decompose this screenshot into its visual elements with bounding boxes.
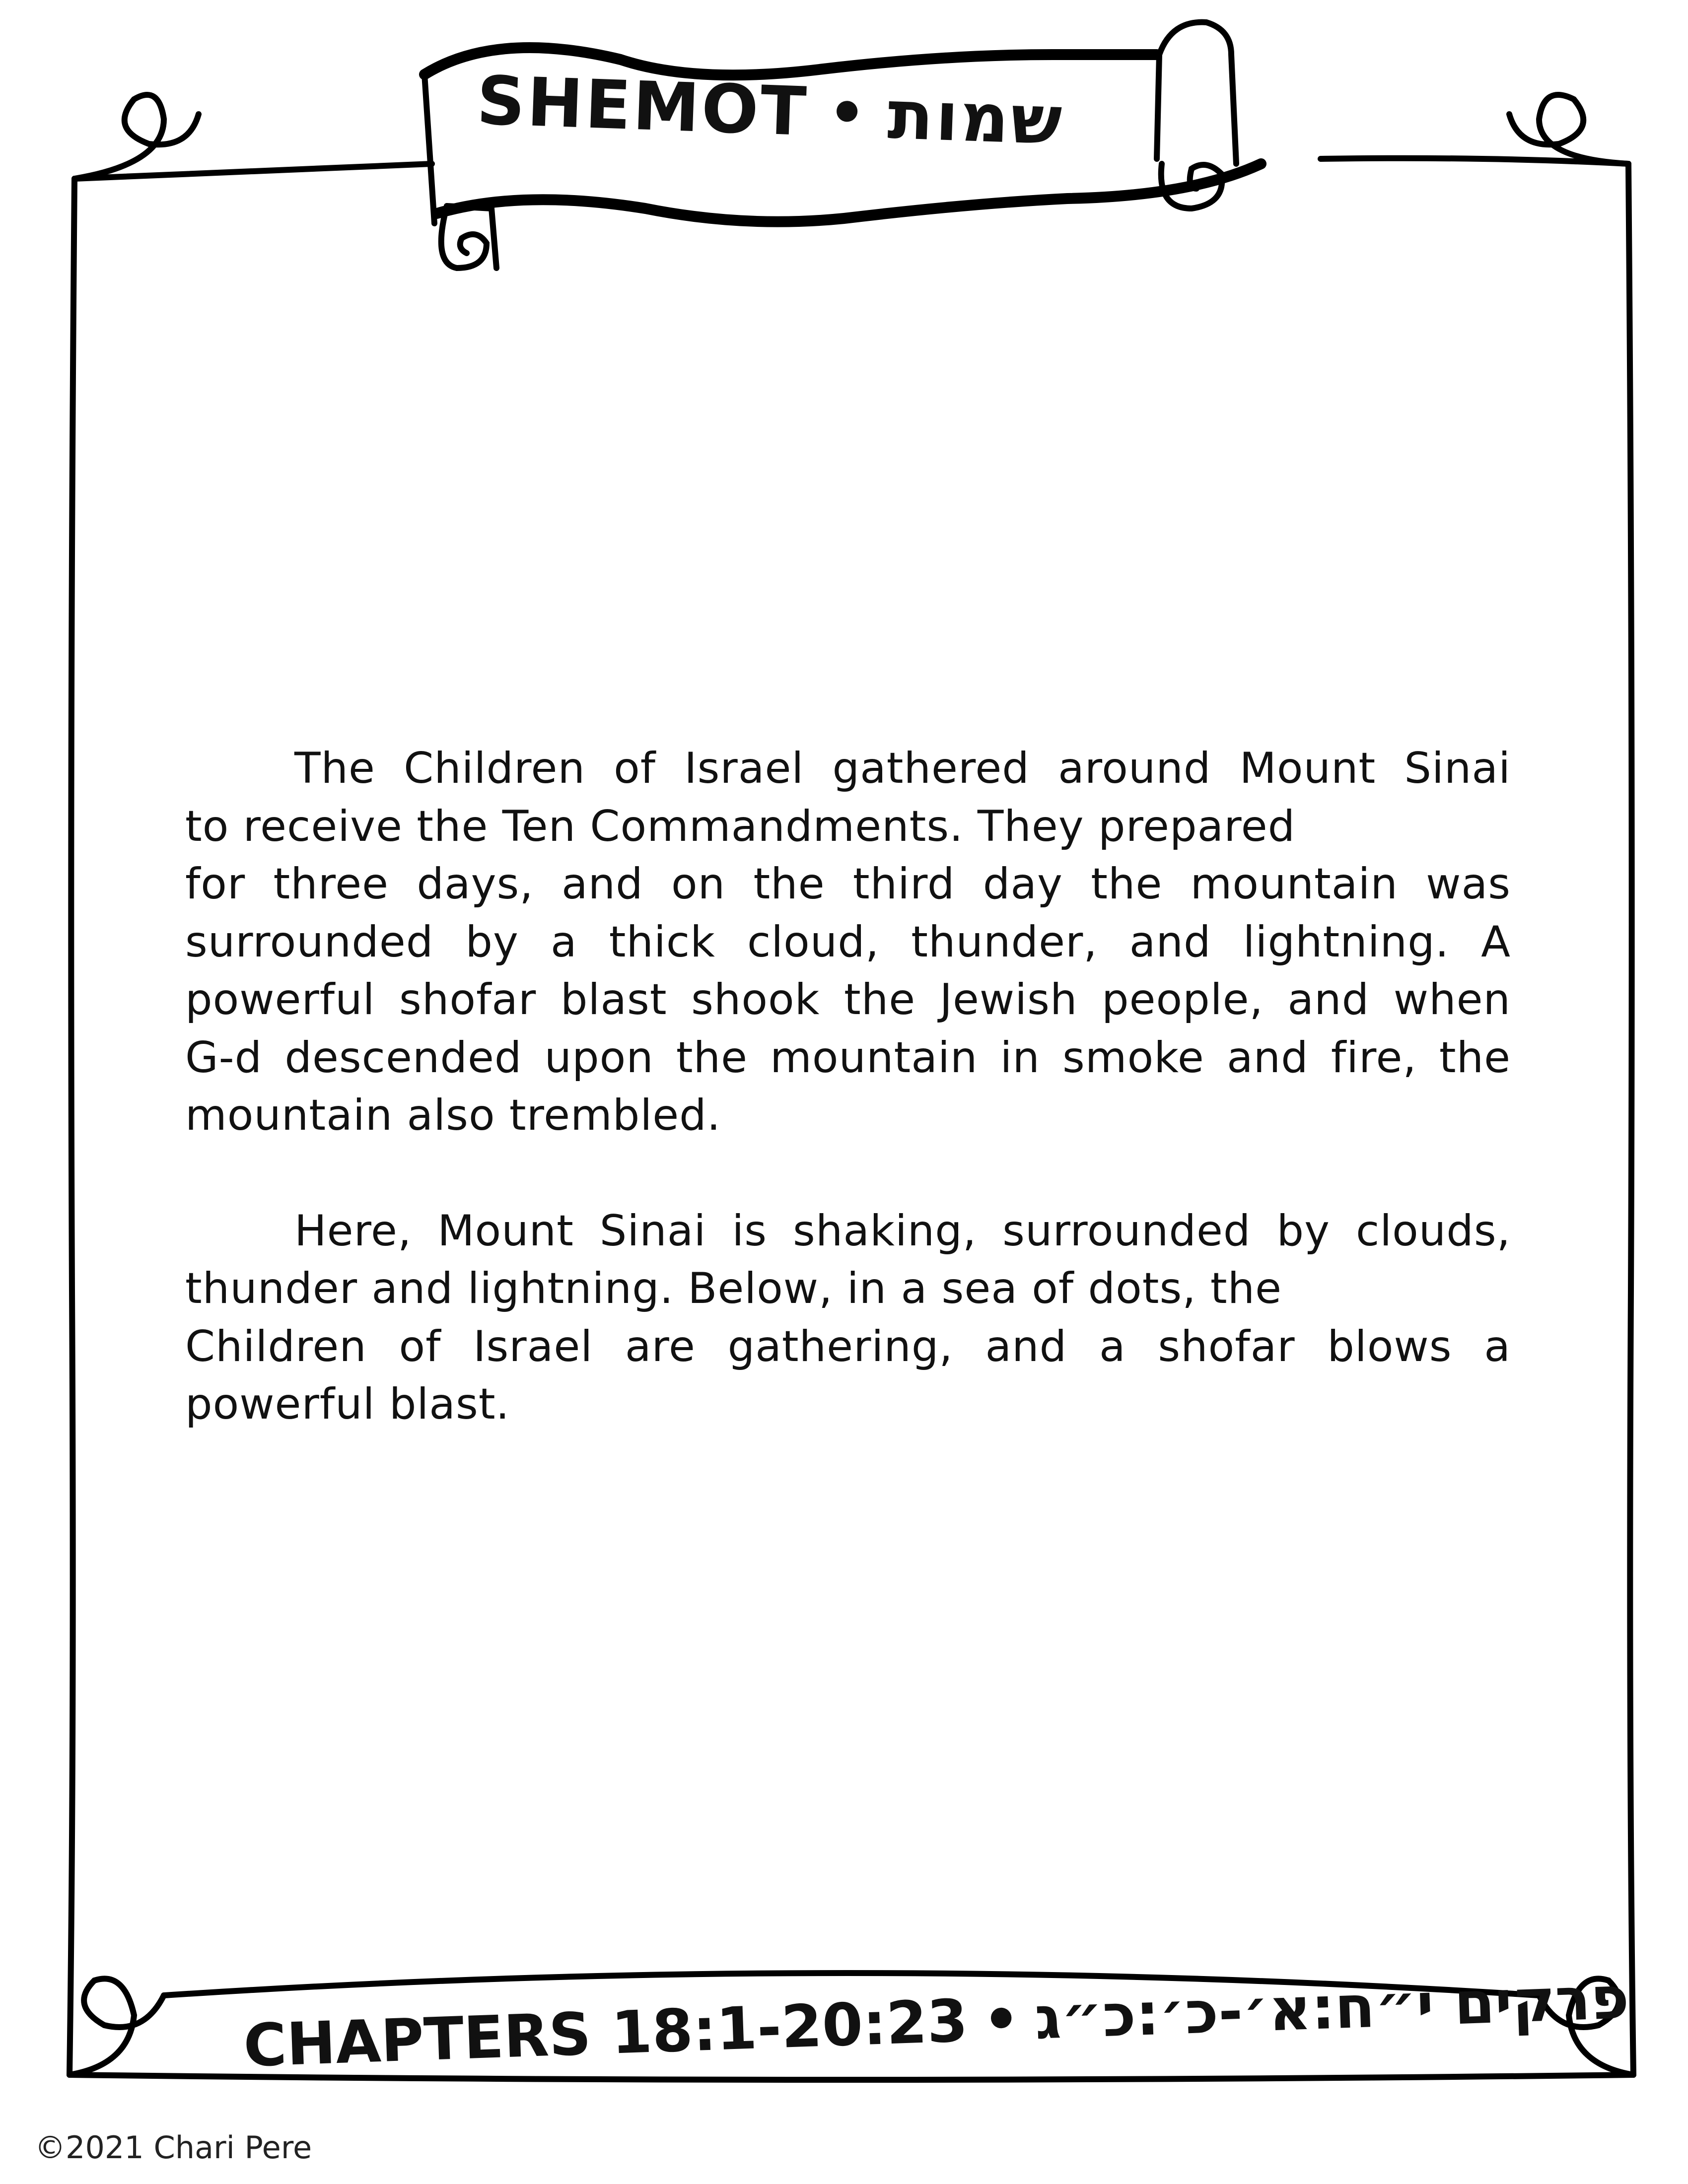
text-line: powerful shofar blast shook the Jewish people, and when [185,975,1511,1024]
title-hebrew: שמות [886,75,1065,160]
description-text [185,740,1511,1433]
text-line: Here, Mount Sinai is shaking, surrounded by clouds, [294,1206,1511,1256]
text-line: powerful blast. [185,1379,510,1429]
title-english: SHEMOT [475,61,810,151]
text-line: to receive the Ten Commandments. They prepared [185,801,1296,851]
copyright: ©2021 Chari Pere [35,2129,312,2166]
title-separator: • [827,78,869,149]
text-line: Children of Israel are gathering, and a shofar blows a [185,1321,1511,1371]
text-line: surrounded by a thick cloud, thunder, and lightning. A [185,917,1511,967]
text-line: for three days, and on the third day the mountain was [185,859,1511,909]
chapters-hebrew: פרקים י״ח:א׳-כ׳:כ״ג [1034,1963,1630,2052]
chapters-separator: • [981,1984,1021,2054]
text-line: mountain also trembled. [185,1091,721,1140]
text-line: thunder and lightning. Below, in a sea of dots, the [185,1264,1282,1313]
text-line: The Children of Israel gathered around Mount Sinai [294,744,1511,793]
chapters-english: CHAPTERS 18:1-20:23 [242,1986,969,2080]
text-line: G-d descended upon the mountain in smoke and fire, the [185,1032,1511,1083]
